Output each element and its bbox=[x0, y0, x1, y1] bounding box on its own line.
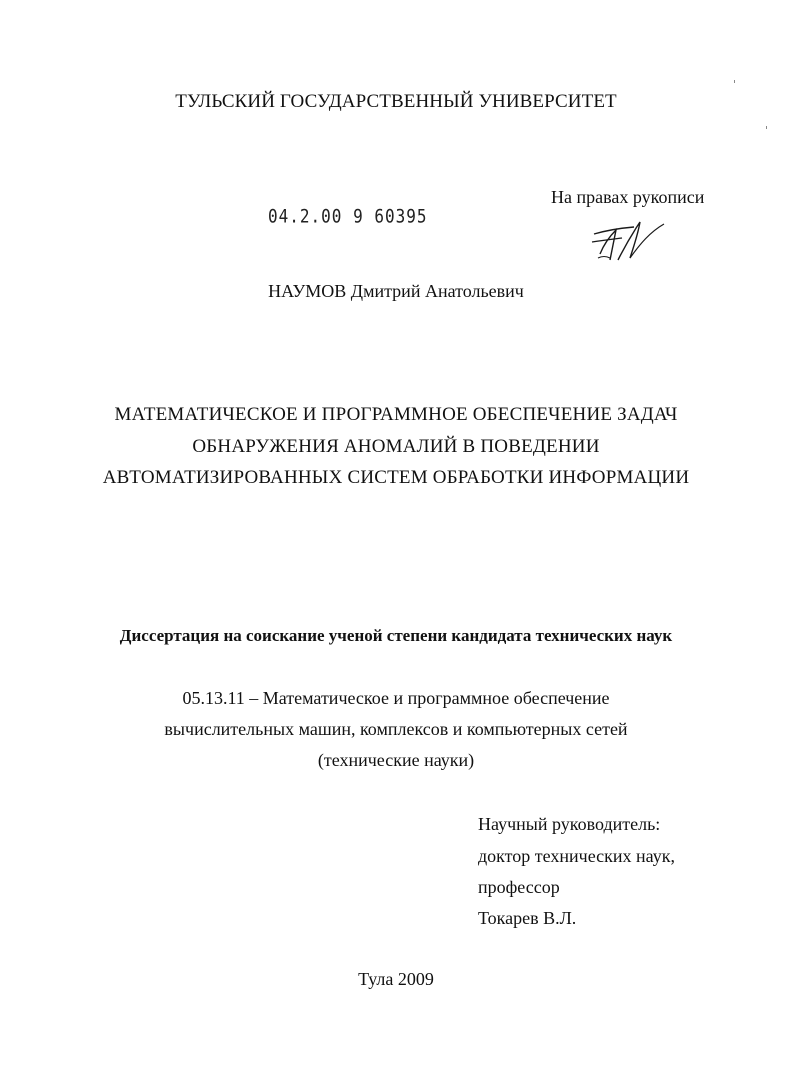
archive-stamp-number: 04.2.00 9 60395 bbox=[268, 205, 428, 227]
supervisor-name: Токарев В.Л. bbox=[478, 908, 577, 928]
dissertation-title-line: МАТЕМАТИЧЕСКОЕ И ПРОГРАММНОЕ ОБЕСПЕЧЕНИЕ ЗАДАЧ bbox=[114, 404, 678, 425]
rights-note: На правах рукописи bbox=[551, 187, 705, 207]
supervisor-label: Научный руководитель: bbox=[478, 814, 661, 834]
specialty-line: 05.13.11 – Математическое и программное обеспечение bbox=[182, 688, 610, 708]
scan-artifact bbox=[734, 80, 735, 83]
university-name: ТУЛЬСКИЙ ГОСУДАРСТВЕННЫЙ УНИВЕРСИТЕТ bbox=[175, 91, 617, 112]
author-name: НАУМОВ Дмитрий Анатольевич bbox=[268, 281, 524, 301]
degree-statement: Диссертация на соискание ученой степени кандидата технических наук bbox=[119, 626, 673, 645]
dissertation-title-line: АВТОМАТИЗИРОВАННЫХ СИСТЕМ ОБРАБОТКИ ИНФОРМАЦИИ bbox=[102, 467, 690, 488]
city-year: Тула 2009 bbox=[358, 969, 434, 989]
dissertation-title-line: ОБНАРУЖЕНИЯ АНОМАЛИЙ В ПОВЕДЕНИИ bbox=[192, 436, 600, 457]
specialty-line: вычислительных машин, комплексов и компьютерных сетей bbox=[164, 719, 628, 739]
supervisor-degree: доктор технических наук, bbox=[478, 846, 675, 866]
handwritten-signature bbox=[588, 214, 672, 268]
scan-artifact bbox=[766, 126, 767, 129]
specialty-line: (технические науки) bbox=[317, 750, 475, 770]
supervisor-title: профессор bbox=[478, 877, 560, 897]
